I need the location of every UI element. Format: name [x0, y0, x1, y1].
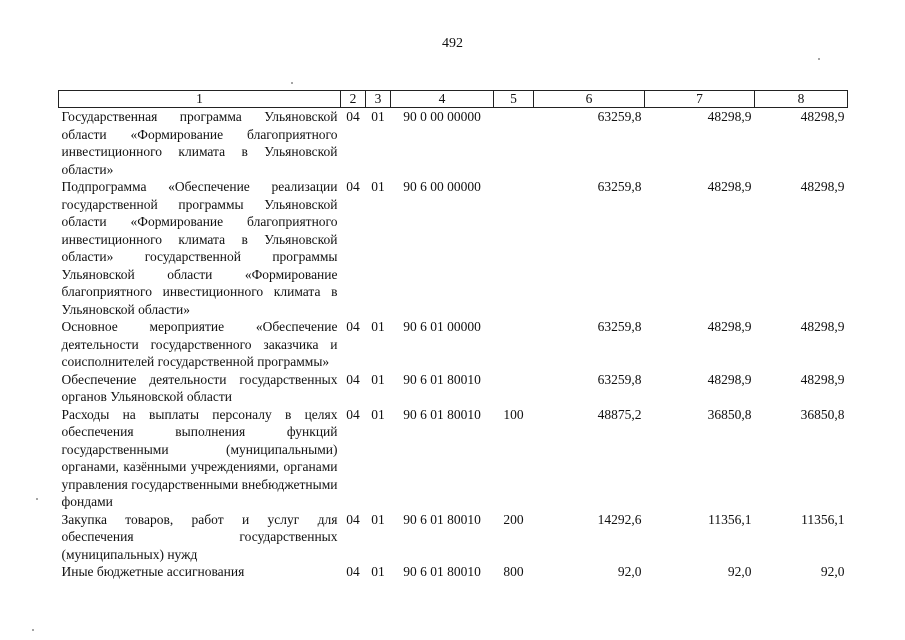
column-header: 7 [645, 91, 755, 108]
amount-col6: 48875,2 [597, 406, 642, 422]
column-header: 6 [534, 91, 645, 108]
amount-col8: 36850,8 [800, 406, 845, 422]
table-row [59, 371, 848, 406]
table-body [59, 108, 848, 581]
amount-col6: 14292,6 [597, 511, 642, 527]
column-header: 3 [366, 91, 391, 108]
amount-col7: 36850,8 [707, 406, 752, 422]
target-article-code: 90 0 00 00000 [403, 109, 481, 124]
table-row [59, 406, 848, 511]
column-header: 4 [391, 91, 494, 108]
subsection-code: 01 [371, 371, 385, 387]
column-header: 2 [341, 91, 366, 108]
budget-table [58, 90, 848, 581]
target-article-code: 90 6 01 80010 [403, 406, 481, 422]
target-article-code: 90 6 00 00000 [403, 179, 481, 194]
row-name: Иные бюджетные ассигнования [61, 564, 245, 579]
amount-col7: 48298,9 [707, 109, 752, 124]
table-header [59, 91, 848, 108]
subsection-code: 01 [371, 511, 385, 527]
expense-type-code [494, 108, 534, 179]
header-row [59, 91, 848, 108]
column-header: 5 [494, 91, 534, 108]
page-number: 492 [442, 36, 463, 51]
amount-col8: 11356,1 [801, 511, 845, 527]
row-name: Основное мероприятие «Обеспечение деятельности государственного заказчика и соисполнителей государственной программы» [61, 319, 338, 369]
subsection-code: 01 [371, 319, 385, 334]
amount-col6: 92,0 [617, 564, 642, 579]
section-code: 04 [346, 406, 360, 422]
amount-col6: 63259,8 [597, 371, 642, 387]
table-row [59, 318, 848, 371]
subsection-code: 01 [371, 179, 385, 194]
row-name: Государственная программа Ульяновской области «Формирование благоприятного инвестиционного климата в Ульяновской области» [61, 109, 338, 177]
subsection-code: 01 [371, 109, 385, 124]
amount-col7: 11356,1 [708, 511, 752, 527]
row-name: Расходы на выплаты персоналу в целях обеспечения выполнения функций государственными (муниципальными) органами, казёнными учреждениями, органами управления государственными внебюджетными фондами [61, 406, 338, 509]
scan-speck [36, 498, 38, 500]
section-code: 04 [346, 179, 360, 194]
expense-type-code: 200 [503, 511, 524, 527]
section-code: 04 [346, 511, 360, 527]
section-code: 04 [346, 319, 360, 334]
expense-type-code [494, 178, 534, 318]
table-row [59, 563, 848, 581]
row-name: Закупка товаров, работ и услуг для обеспечения государственных (муниципальных) нужд [61, 511, 338, 562]
table-row [59, 511, 848, 564]
amount-col7: 92,0 [727, 564, 752, 579]
amount-col7: 48298,9 [707, 179, 752, 194]
section-code: 04 [346, 564, 360, 579]
target-article-code: 90 6 01 80010 [403, 511, 481, 527]
target-article-code: 90 6 01 80010 [403, 564, 481, 579]
scan-speck [291, 82, 293, 84]
row-name: Подпрограмма «Обеспечение реализации государственной программы Ульяновской области «Формирование благоприятного инвестиционного климата в Ульяновской области» государственной программы Ульяновской области «Формирование благоприятного инвестиционного климата в Ульяновской области» [61, 179, 338, 317]
amount-col6: 63259,8 [597, 109, 642, 124]
column-header: 8 [755, 91, 848, 108]
amount-col7: 48298,9 [707, 371, 752, 387]
amount-col8: 48298,9 [800, 109, 845, 124]
expense-type-code: 100 [503, 406, 524, 422]
amount-col6: 63259,8 [597, 319, 642, 334]
amount-col6: 63259,8 [597, 179, 642, 194]
target-article-code: 90 6 01 00000 [403, 319, 481, 334]
table-row [59, 108, 848, 179]
amount-col8: 48298,9 [800, 371, 845, 387]
target-article-code: 90 6 01 80010 [403, 371, 481, 387]
amount-col8: 48298,9 [800, 319, 845, 334]
expense-type-code [494, 371, 534, 406]
amount-col7: 48298,9 [707, 319, 752, 334]
table-row [59, 178, 848, 318]
subsection-code: 01 [371, 406, 385, 422]
row-name: Обеспечение деятельности государственных органов Ульяновской области [61, 371, 338, 404]
column-header: 1 [59, 91, 341, 108]
expense-type-code: 800 [503, 564, 524, 579]
amount-col8: 92,0 [820, 564, 845, 579]
scan-speck [818, 58, 820, 60]
section-code: 04 [346, 109, 360, 124]
amount-col8: 48298,9 [800, 179, 845, 194]
subsection-code: 01 [371, 564, 385, 579]
section-code: 04 [346, 371, 360, 387]
scan-speck [32, 629, 34, 631]
expense-type-code [494, 318, 534, 371]
